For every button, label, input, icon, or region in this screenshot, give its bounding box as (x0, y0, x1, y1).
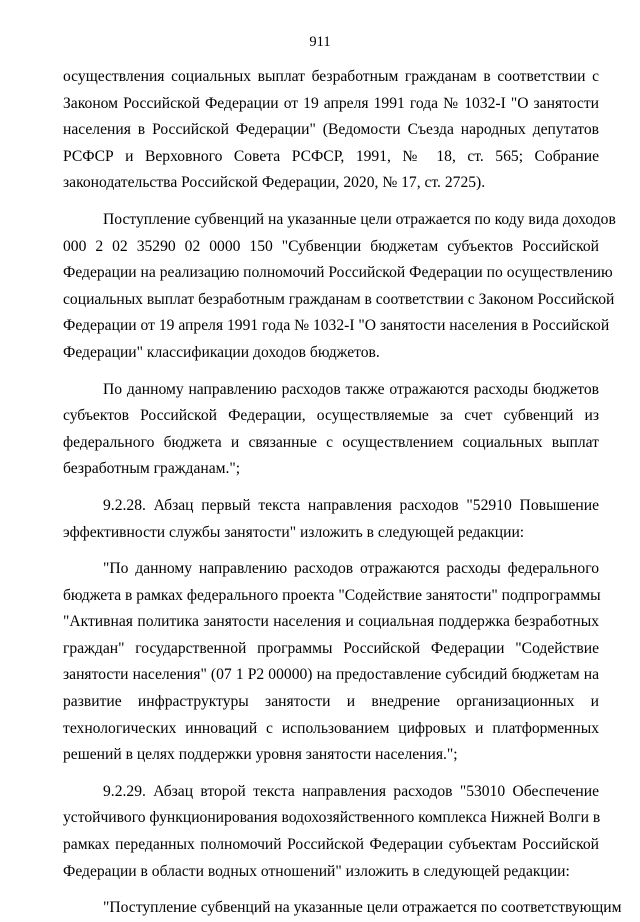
text-line: законодательства Российской Федерации, 2020, № 17, ст. 2725). (63, 174, 486, 192)
text-line: субъектов Российской Федерации, осуществляемые за счет субвенций из (63, 407, 599, 425)
text-line: Федерации от 19 апреля 1991 года № 1032-I "О занятости населения в Российской (63, 317, 610, 335)
paragraph (63, 895, 622, 922)
text-line: Федерации" классификации доходов бюджетов. (63, 343, 380, 361)
paragraph (63, 556, 599, 769)
text-line: 000 2 02 35290 02 0000 150 "Субвенции бюджетам субъектов Российской (63, 237, 599, 255)
paragraph-gap (63, 197, 599, 207)
paragraph (63, 207, 616, 367)
text-line: технологических инноваций с использованием цифровых и платформенных (63, 719, 599, 737)
text-line: Федерации на реализацию полномочий Российской Федерации по осуществлению (63, 264, 613, 282)
text-line: развитие инфраструктуры занятости и внедрение организационных и (63, 693, 599, 711)
text-line: рамках переданных полномочий Российской Федерации субъектам Российской (63, 836, 599, 854)
text-line: По данному направлению расходов также отражаются расходы бюджетов (103, 380, 599, 398)
text-line: РСФСР и Верховного Совета РСФСР, 1991, № 18, ст. 565; Собрание (63, 147, 599, 165)
text-line: устойчивого функционирования водохозяйственного комплекса Нижней Волги в (63, 809, 601, 827)
text-line: "По данному направлению расходов отражаются расходы федерального (103, 560, 599, 578)
text-line: эффективности службы занятости" изложить в следующей редакции: (63, 523, 525, 541)
text-line: Федерации в области водных отношений" изложить в следующей редакции: (63, 862, 570, 880)
text-line: безработным гражданам."; (63, 460, 241, 478)
paragraph (63, 64, 599, 197)
text-line: бюджета в рамках федерального проекта "Содействие занятости" подпрограммы (63, 586, 601, 604)
text-line: граждан" государственной программы Российской Федерации "Содействие (63, 639, 599, 657)
document-body (63, 64, 622, 922)
text-line: "Активная политика занятости населения и социальная поддержка безработных (63, 613, 599, 631)
paragraph-gap (63, 885, 599, 895)
paragraph (63, 493, 599, 546)
text-line: занятости населения" (07 1 P2 00000) на предоставление субсидий бюджетам на (63, 666, 599, 684)
text-line: решений в целях поддержки уровня занятости населения."; (63, 746, 458, 764)
text-line: Законом Российской Федерации от 19 апреля 1991 года № 1032-I "О занятости (63, 94, 599, 112)
text-line: населения в Российской Федерации" (Ведомости Съезда народных депутатов (63, 121, 599, 139)
text-line: социальных выплат безработным гражданам в соответствии с Законом Российской (63, 290, 615, 308)
paragraph-gap (63, 367, 599, 377)
text-line: "Поступление субвенций на указанные цели отражается по соответствующим (103, 899, 622, 917)
paragraph-gap (63, 769, 599, 779)
text-line: Поступление субвенций на указанные цели отражается по коду вида доходов (103, 210, 616, 228)
paragraph-gap (63, 546, 599, 556)
text-line: 9.2.28. Абзац первый текста направления расходов "52910 Повышение (103, 496, 599, 514)
paragraph (63, 377, 599, 483)
text-line: 9.2.29. Абзац второй текста направления расходов "53010 Обеспечение (103, 782, 599, 800)
page-number: 911 (309, 34, 331, 50)
paragraph (63, 779, 599, 885)
text-line: осуществления социальных выплат безработным гражданам в соответствии с (63, 68, 599, 85)
paragraph-gap (63, 483, 599, 493)
text-line: федерального бюджета и связанные с осуществлением социальных выплат (63, 433, 599, 451)
